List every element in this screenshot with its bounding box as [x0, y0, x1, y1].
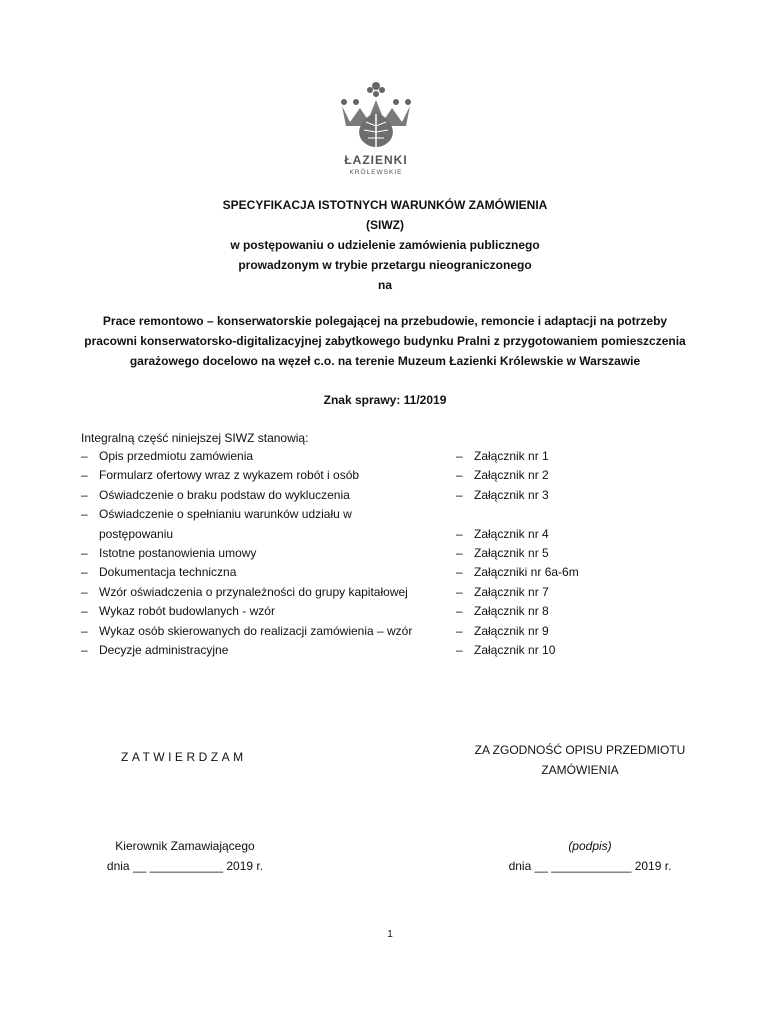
list-item-label: Oświadczenie o braku podstaw do wykluczenia	[99, 487, 350, 502]
list-item-attachment: Załącznik nr 5	[474, 546, 549, 561]
attachment-dash: –	[456, 643, 463, 658]
list-item-label: Dokumentacja techniczna	[99, 565, 237, 580]
logo-text-lazienki: ŁAZIENKI	[344, 153, 408, 167]
attachment-dash: –	[456, 584, 463, 599]
list-item	[81, 505, 641, 524]
list-item-attachment: Załącznik nr 10	[474, 643, 556, 658]
list-item-label: Opis przedmiotu zamówienia	[99, 449, 254, 463]
right-signature-date: dnia __ ____________ 2019 r.	[508, 859, 672, 873]
list-dash: –	[81, 623, 88, 638]
attachment-dash: –	[456, 546, 463, 561]
title-line-5: na	[377, 278, 392, 292]
page-number: 1	[387, 929, 393, 940]
list-item-label: Wykaz osób skierowanych do realizacji zamówienia – wzór	[99, 623, 413, 638]
list-item	[81, 622, 641, 641]
list-dash: –	[81, 643, 88, 658]
title-line-4: prowadzonym w trybie przetargu nieograniczonego	[238, 258, 532, 272]
list-item-attachment: Załącznik nr 3	[474, 487, 549, 502]
lazienki-logo	[336, 80, 416, 184]
list-item	[81, 544, 641, 563]
attachment-dash: –	[456, 468, 463, 483]
list-dash: –	[81, 507, 88, 522]
subject-line-1: Prace remontowo – konserwatorskie polegającej na przebudowie, remoncie i adaptacji na potrzeby	[102, 314, 668, 328]
case-sign: Znak sprawy: 11/2019	[323, 393, 447, 407]
attachment-dash: –	[456, 604, 463, 619]
list-dash: –	[81, 565, 88, 580]
list-item-label: postępowaniu	[99, 526, 174, 541]
attachment-dash: –	[456, 565, 463, 580]
right-signature-role: (podpis)	[568, 839, 612, 853]
list-item	[81, 486, 641, 505]
list-item	[81, 583, 641, 602]
list-dash: –	[81, 449, 88, 463]
document-title	[0, 195, 770, 295]
conformity-label	[470, 740, 690, 780]
left-signature	[90, 836, 280, 876]
list-dash	[81, 525, 99, 544]
right-signature	[490, 836, 690, 876]
list-item-attachment: Załącznik nr 4	[474, 526, 549, 541]
subject-line-2: pracowni konserwatorsko-digitalizacyjnej zabytkowego budynku Pralni z przygotowaniem pomieszczenia	[84, 334, 686, 348]
subject-line-3: garażowego docelowo na węzeł c.o. na terenie Muzeum Łazienki Królewskie w Warszawie	[129, 354, 641, 368]
list-item-label: Wykaz robót budowlanych - wzór	[99, 604, 275, 619]
list-item-label: Wzór oświadczenia o przynależności do grupy kapitałowej	[99, 584, 408, 599]
list-item-attachment: Załączniki nr 6a-6m	[474, 565, 579, 580]
title-line-1: SPECYFIKACJA ISTOTNYCH WARUNKÓW ZAMÓWIENIA	[222, 198, 548, 212]
list-item	[81, 602, 641, 621]
title-line-2: (SIWZ)	[366, 218, 404, 232]
attachment-dash: –	[456, 526, 463, 541]
list-dash: –	[81, 546, 88, 561]
list-item-attachment: Załącznik nr 2	[474, 468, 549, 483]
list-item-attachment: Załącznik nr 9	[474, 623, 549, 638]
conformity-line-1: ZA ZGODNOŚĆ OPISU PRZEDMIOTU	[474, 743, 686, 757]
list-item-label: Decyzje administracyjne	[99, 643, 229, 658]
list-item-attachment	[474, 505, 641, 524]
list-item-attachment: Załącznik nr 8	[474, 604, 549, 619]
attachment-dash: –	[456, 623, 463, 638]
list-item-attachment: Załącznik nr 7	[474, 584, 549, 599]
list-dash: –	[81, 584, 88, 599]
list-item-label: Oświadczenie o spełnianiu warunków udziału w	[99, 507, 352, 522]
list-item-attachment: Załącznik nr 1	[474, 449, 549, 463]
list-dash: –	[81, 468, 88, 483]
list-item	[81, 466, 641, 485]
title-line-3: w postępowaniu o udzielenie zamówienia publicznego	[230, 238, 540, 252]
crown-leaf-emblem-icon	[336, 80, 416, 152]
list-item-label: Istotne postanowienia umowy	[99, 546, 257, 561]
list-dash: –	[81, 604, 88, 619]
logo-text-krolewskie: KRÓLEWSKIE	[349, 169, 403, 176]
list-item-label: Formularz ofertowy wraz z wykazem robót i osób	[99, 468, 360, 483]
list-item	[81, 563, 641, 582]
left-signature-role: Kierownik Zamawiającego	[115, 839, 255, 853]
approve-label: ZATWIERDZAM	[121, 750, 247, 764]
list-item	[81, 525, 641, 544]
attachments-list	[81, 447, 641, 660]
list-item	[81, 641, 641, 660]
attachment-dash: –	[456, 449, 463, 463]
attachment-dash	[456, 505, 474, 524]
contract-subject	[70, 311, 700, 371]
conformity-line-2: ZAMÓWIENIA	[541, 763, 619, 777]
list-dash: –	[81, 487, 88, 502]
attachments-intro: Integralną część niniejszej SIWZ stanowią:	[81, 431, 309, 445]
list-item	[81, 447, 641, 466]
left-signature-date: dnia __ ___________ 2019 r.	[106, 859, 264, 873]
attachment-dash: –	[456, 487, 463, 502]
